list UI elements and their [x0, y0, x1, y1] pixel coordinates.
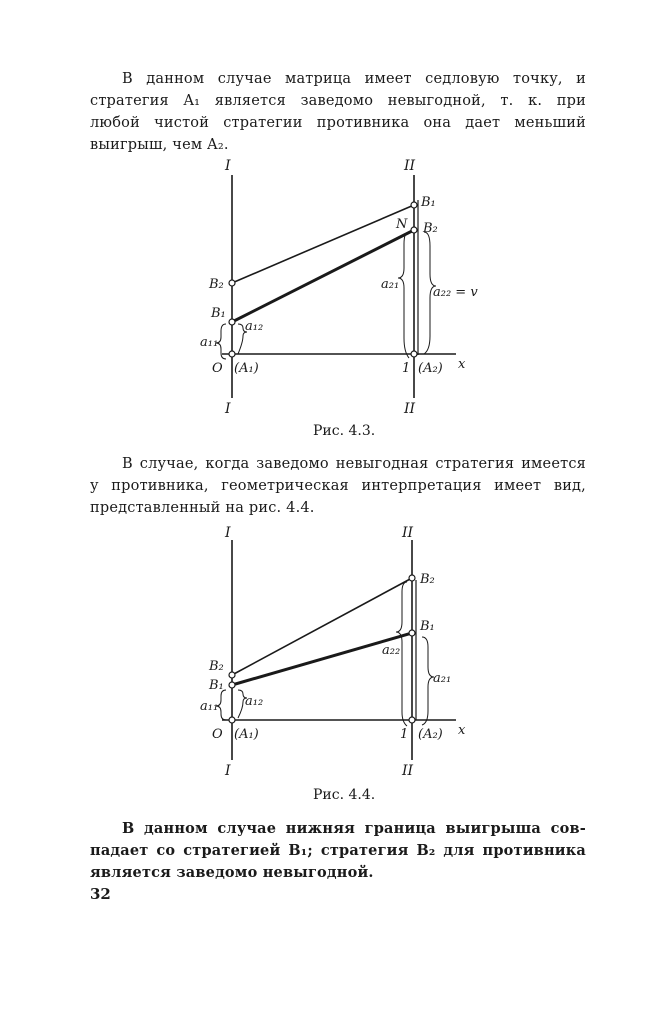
fig3-label-1: 1	[402, 361, 411, 376]
paragraph-3-line-1: В данном случае нижняя граница выигрыша сов-	[122, 820, 586, 837]
fig3-label-B2-left: B₂	[209, 277, 224, 292]
fig3-label-a22-v: a₂₂ = v	[433, 285, 478, 300]
fig3-label-B2-right: B₂	[423, 221, 438, 236]
fig4-label-a12: a₁₂	[245, 694, 264, 709]
fig3-label-II-top: II	[404, 158, 416, 174]
paragraph-3	[90, 818, 586, 884]
paragraph-1-line-2: стратегия A₁ является заведомо невыгодной, т. к. при	[90, 93, 586, 109]
fig4-label-a21: a₂₁	[433, 671, 452, 686]
fig3-label-II-bottom: II	[404, 401, 416, 417]
paragraph-1-line-1: В данном случае матрица имеет седловую точку, и	[122, 71, 586, 87]
fig4-label-I-bottom: I	[225, 763, 231, 779]
fig3-label-x: x	[458, 357, 466, 372]
fig3-label-A1: (A₁)	[234, 361, 259, 376]
fig4-line-B1B1	[232, 633, 412, 685]
paragraph-2-line-2: у противника, геометрическая интерпретация имеет вид,	[90, 478, 586, 494]
fig4-label-I-top: I	[225, 525, 231, 541]
fig3-label-a21: a₂₁	[381, 277, 400, 292]
fig4-label-x: x	[458, 723, 466, 738]
fig3-label-I-top: I	[225, 158, 231, 174]
fig4-label-II-bottom: II	[402, 763, 414, 779]
fig3-label-B1-right: B₁	[421, 195, 436, 210]
fig4-label-1: 1	[400, 727, 409, 742]
fig3-label-O: O	[212, 361, 223, 376]
fig4-label-A1: (A₁)	[234, 727, 259, 742]
fig3-label-a11: a₁₁	[200, 335, 219, 350]
figure-4-3-caption: Рис. 4.3.	[313, 423, 376, 439]
fig4-label-A2: (A₂)	[418, 727, 443, 742]
paragraph-3-line-2: падает со стратегией B₁; стратегия B₂ для противника	[90, 842, 586, 859]
page-number: 32	[90, 885, 111, 903]
fig3-label-A2: (A₂)	[418, 361, 443, 376]
fig3-label-I-bottom: I	[225, 401, 231, 417]
paragraph-3-line-3: является заведомо невыгодной.	[90, 864, 374, 881]
fig4-label-II-top: II	[402, 525, 414, 541]
paragraph-1-line-3: любой чистой стратегии противника она дает меньший	[90, 115, 586, 131]
fig4-label-B2-right: B₂	[420, 572, 435, 587]
fig3-label-N: N	[396, 217, 408, 232]
fig4-label-O: O	[212, 727, 223, 742]
fig4-label-B1-left: B₁	[209, 678, 224, 693]
fig4-label-B2-left: B₂	[209, 659, 224, 674]
fig3-label-B1-left: B₁	[211, 306, 226, 321]
paragraph-2-line-3: представленный на рис. 4.4.	[90, 500, 315, 516]
fig4-label-a11: a₁₁	[200, 699, 219, 714]
fig4-label-B1-right: B₁	[420, 619, 435, 634]
paragraph-2-line-1: В случае, когда заведомо невыгодная стратегия имеется	[122, 456, 586, 472]
fig3-label-a12: a₁₂	[245, 319, 264, 334]
figure-4-4-caption: Рис. 4.4.	[313, 787, 376, 803]
fig4-label-a22: a₂₂	[382, 643, 401, 658]
paragraph-1-line-4: выигрыш, чем A₂.	[90, 137, 229, 153]
